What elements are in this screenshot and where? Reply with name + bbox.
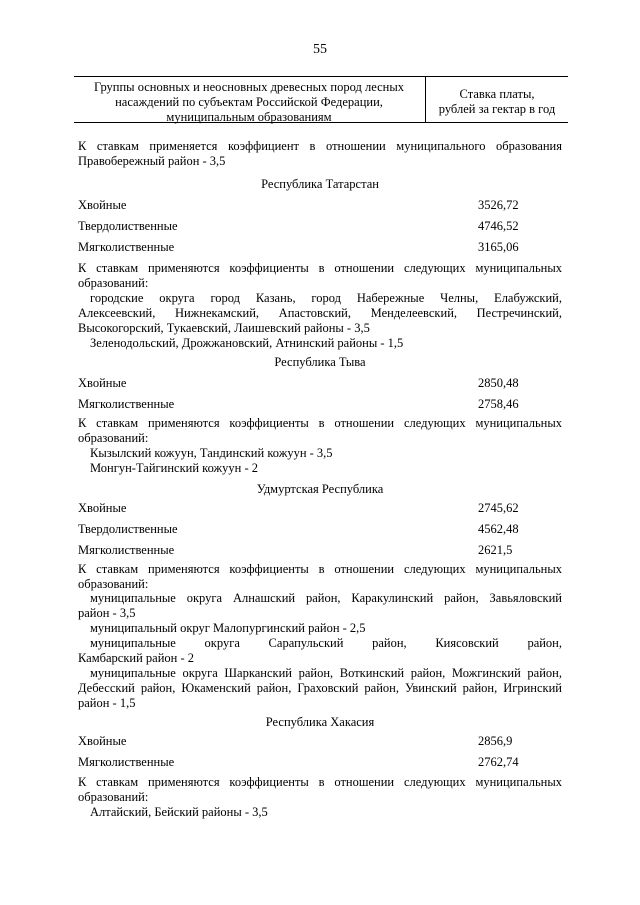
coefficient-note: [78, 562, 562, 592]
text-line: образований:: [78, 276, 149, 290]
text-line: Алтайский, Бейский районы - 3,5: [90, 805, 268, 819]
page-number: 55: [313, 42, 327, 57]
header-line: Ставка платы,: [459, 87, 535, 101]
text-line: Дебесский район, Юкаменский район, Граховский район, Увинский район, Игринский: [78, 681, 562, 695]
species-name: Мягколиственные: [78, 543, 175, 557]
species-name: Хвойные: [78, 501, 127, 515]
rate-value: 2850,48: [478, 376, 519, 390]
text-line: Правобережный район - 3,5: [78, 154, 226, 168]
species-name: Хвойные: [78, 198, 127, 212]
text-line: Алексеевский, Нижнекамский, Апастовский, Менделеевский, Пестречинский,: [78, 306, 562, 320]
rate-value: 2856,9: [478, 734, 513, 748]
header-species-groups: [78, 80, 420, 125]
header-line: Группы основных и неосновных древесных пород лесных: [94, 80, 404, 94]
coefficient-list-item-cont: [78, 306, 562, 336]
text-line: Зеленодольский, Дрожжановский, Атнинский районы - 1,5: [90, 336, 404, 350]
rate-value: 4562,48: [478, 522, 519, 536]
text-line: Кызылский кожуун, Тандинский кожуун - 3,5: [90, 446, 333, 460]
text-line: образований:: [78, 577, 149, 591]
table-column-divider: [425, 76, 426, 122]
rate-value: 2621,5: [478, 543, 513, 557]
text-line: муниципальные округа Сарапульский район, Киясовский район,: [90, 636, 562, 650]
region-title-tyva: Республика Тыва: [274, 355, 366, 369]
text-line: Камбарский район - 2: [78, 651, 195, 665]
coefficient-list-item-cont: [78, 681, 562, 711]
text-line: К ставкам применяются коэффициенты в отношении следующих муниципальных: [78, 261, 562, 275]
coefficient-list-item: [90, 291, 562, 306]
text-line: Монгун-Тайгинский кожуун - 2: [90, 461, 259, 475]
coefficient-list-item-cont: [78, 651, 562, 666]
table-top-border: [74, 76, 568, 77]
species-name: Мягколиственные: [78, 240, 175, 254]
species-name: Твердолиственные: [78, 219, 178, 233]
coefficient-note: [78, 416, 562, 446]
species-name: Хвойные: [78, 376, 127, 390]
region-title-khakasia: Республика Хакасия: [265, 715, 375, 729]
text-line: район - 3,5: [78, 606, 136, 620]
coefficient-list-item: [90, 805, 562, 820]
coefficient-list-item: [90, 666, 562, 681]
region-title-udmurt: Удмуртская Республика: [256, 482, 384, 496]
coefficient-note: [78, 261, 562, 291]
text-line: муниципальные округа Алнашский район, Каракулинский район, Завьяловский: [90, 591, 562, 605]
coefficient-list-item: [90, 636, 562, 651]
text-line: городские округа город Казань, город Набережные Челны, Елабужский,: [90, 291, 562, 305]
region-title-tatarstan: Республика Татарстан: [261, 177, 379, 191]
text-line: район - 1,5: [78, 696, 136, 710]
text-line: К ставкам применяется коэффициент в отношении муниципального образования: [78, 139, 562, 153]
text-line: К ставкам применяются коэффициенты в отношении следующих муниципальных: [78, 775, 562, 789]
header-line: муниципальным образованиям: [166, 110, 332, 124]
rate-value: 2762,74: [478, 755, 519, 769]
coefficient-list-item: [90, 336, 562, 351]
text-line: муниципальные округа Шарканский район, Воткинский район, Можгинский район,: [90, 666, 562, 680]
coefficient-list-item: [90, 591, 562, 606]
coefficient-list-item: [90, 446, 562, 476]
rate-value: 4746,52: [478, 219, 519, 233]
header-line: рублей за гектар в год: [438, 102, 556, 116]
text-line: К ставкам применяются коэффициенты в отношении следующих муниципальных: [78, 416, 562, 430]
text-line: образований:: [78, 790, 149, 804]
coefficient-list-item: [90, 621, 562, 636]
coefficient-list-item-cont: [78, 606, 562, 621]
header-rate: [428, 87, 566, 117]
coefficient-note: [78, 775, 562, 805]
rate-value: 3165,06: [478, 240, 519, 254]
intro-note: [78, 139, 562, 169]
species-name: Хвойные: [78, 734, 127, 748]
rate-value: 2745,62: [478, 501, 519, 515]
header-line: насаждений по субъектам Российской Федерации,: [115, 95, 383, 109]
rate-value: 3526,72: [478, 198, 519, 212]
species-name: Твердолиственные: [78, 522, 178, 536]
text-line: Высокогорский, Тукаевский, Лаишевский районы - 3,5: [78, 321, 370, 335]
species-name: Мягколиственные: [78, 755, 175, 769]
species-name: Мягколиственные: [78, 397, 175, 411]
text-line: образований:: [78, 431, 149, 445]
text-line: муниципальный округ Малопургинский район - 2,5: [90, 621, 366, 635]
text-line: К ставкам применяются коэффициенты в отношении следующих муниципальных: [78, 562, 562, 576]
rate-value: 2758,46: [478, 397, 519, 411]
